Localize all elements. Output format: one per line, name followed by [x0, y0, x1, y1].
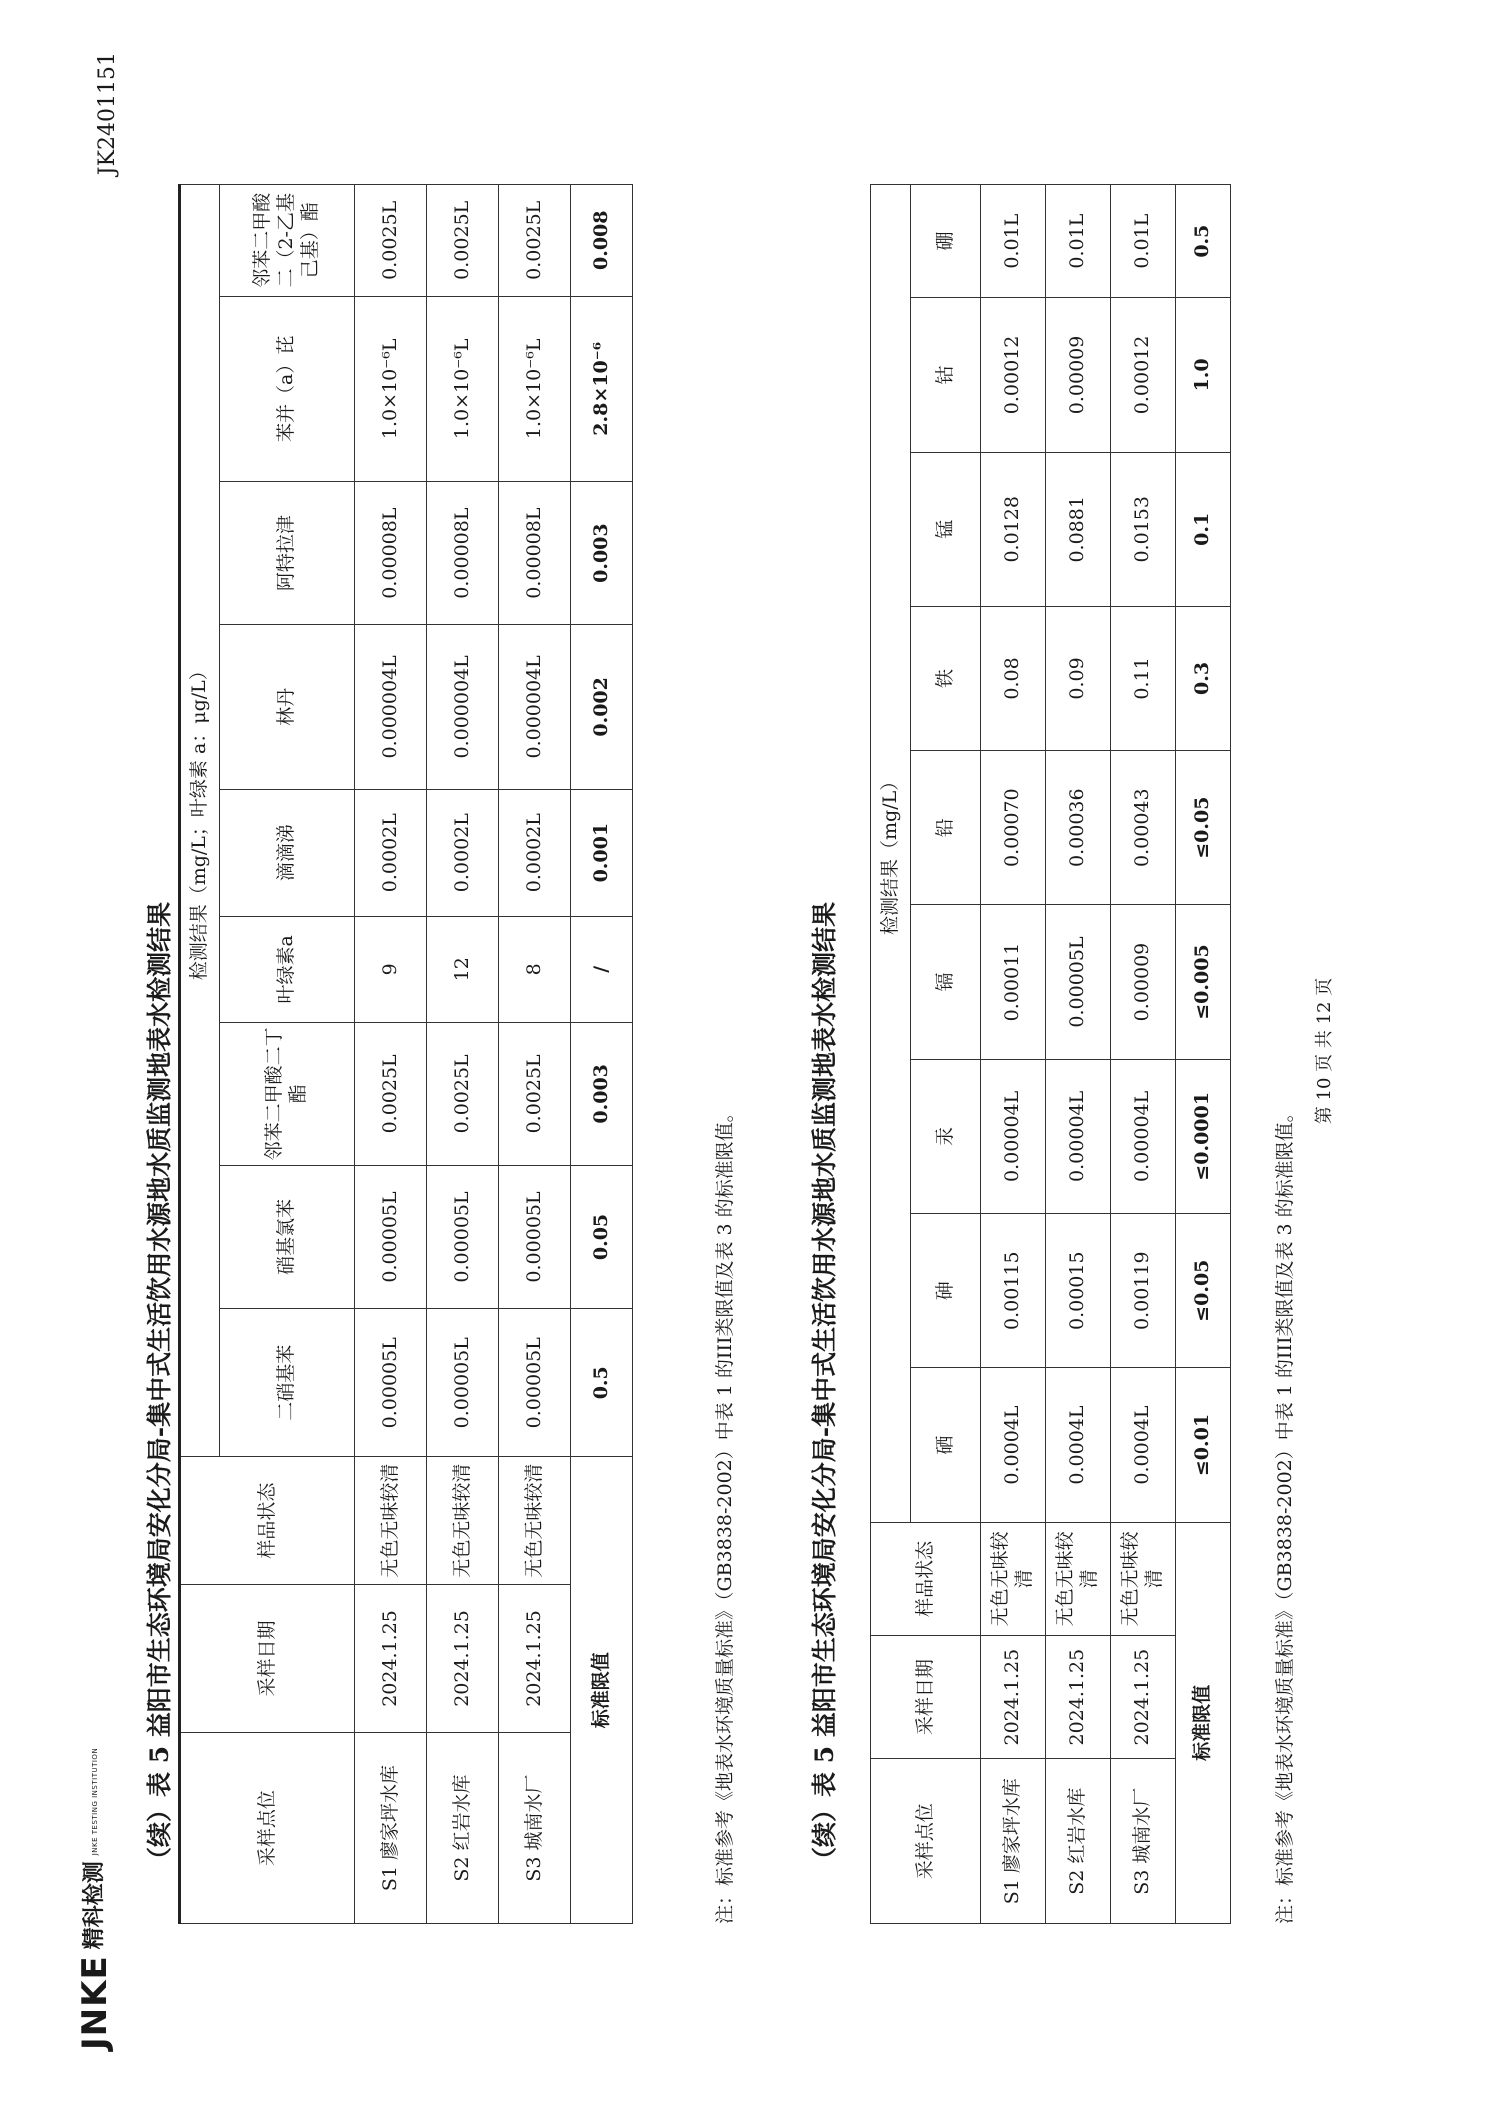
- t1-col-0: 二硝基苯: [220, 1309, 355, 1457]
- document-number: JK2401151: [95, 52, 120, 176]
- t2-limit-8: 0.5: [1176, 185, 1231, 298]
- t2-r1-v2: 0.00004L: [1046, 1059, 1111, 1213]
- t1-r0-v2: 0.0025L: [355, 1022, 427, 1165]
- t2-limit-6: 0.1: [1176, 452, 1231, 606]
- t1-r2-date: 2024.1.25: [499, 1584, 571, 1732]
- t1-r1-state: 无色无味较清: [427, 1457, 499, 1584]
- t1-r0-date: 2024.1.25: [355, 1584, 427, 1732]
- t1-r2-state: 无色无味较清: [499, 1457, 571, 1584]
- t1-col-1: 硝基氯苯: [220, 1165, 355, 1308]
- t2-col-1: 砷: [911, 1214, 981, 1368]
- t2-head-group: 检测结果（mg/L）: [871, 185, 911, 1523]
- t1-r0-v5: 0.000004L: [355, 625, 427, 789]
- t1-limit-4: 0.001: [571, 789, 633, 916]
- t1-r0-state: 无色无味较清: [355, 1457, 427, 1584]
- t1-limit-2: 0.003: [571, 1022, 633, 1165]
- logo-cn: 精科检测: [82, 1861, 107, 1950]
- t1-r2-v1: 0.00005L: [499, 1165, 571, 1308]
- t2-r0-v6: 0.0128: [981, 452, 1046, 606]
- t1-r2-site: S3 城南水厂: [499, 1733, 571, 1924]
- t2-r0-state: 无色无味较清: [981, 1522, 1046, 1635]
- t2-r2-v5: 0.11: [1111, 606, 1176, 750]
- t2-r1-v4: 0.00036: [1046, 751, 1111, 905]
- table2-note: 注：标准参考《地表水环境质量标准》（GB3838-2002）中表 1 的III类限值及表 3 的标准限值。: [1274, 1103, 1296, 1924]
- t1-r2-v7: 1.0×10⁻⁶L: [499, 296, 571, 482]
- table-row: [1046, 185, 1111, 1924]
- t2-limit-2: ≤0.0001: [1176, 1059, 1231, 1213]
- t1-r0-v3: 9: [355, 916, 427, 1022]
- t1-r2-v4: 0.0002L: [499, 789, 571, 916]
- t2-r2-date: 2024.1.25: [1111, 1635, 1176, 1758]
- t2-r1-v0: 0.0004L: [1046, 1368, 1111, 1522]
- t1-col-5: 林丹: [220, 625, 355, 789]
- t1-head-date: 采样日期: [180, 1584, 355, 1732]
- t1-r2-v3: 8: [499, 916, 571, 1022]
- t1-r0-v6: 0.00008L: [355, 482, 427, 625]
- t2-r0-v0: 0.0004L: [981, 1368, 1046, 1522]
- table-row: [981, 185, 1046, 1924]
- t2-head-state: 样品状态: [871, 1522, 981, 1635]
- t1-col-3: 叶绿素a: [220, 916, 355, 1022]
- t2-col-7: 钴: [911, 298, 981, 452]
- table-row: [1111, 185, 1176, 1924]
- t2-limit-1: ≤0.05: [1176, 1214, 1231, 1368]
- t1-r0-site: S1 廖家坪水库: [355, 1733, 427, 1924]
- t2-limit-0: ≤0.01: [1176, 1368, 1231, 1522]
- t1-r2-v8: 0.0025L: [499, 185, 571, 297]
- t2-r0-v2: 0.00004L: [981, 1059, 1046, 1213]
- table1-note: 注：标准参考《地表水环境质量标准》（GB3838-2002）中表 1 的III类限值及表 3 的标准限值。: [714, 1103, 736, 1924]
- t1-limit-7: 2.8×10⁻⁶: [571, 296, 633, 482]
- t1-r1-v3: 12: [427, 916, 499, 1022]
- t2-r0-v8: 0.01L: [981, 185, 1046, 298]
- page-footer: 第 10 页 共 12 页: [1314, 977, 1335, 1125]
- t2-r1-v5: 0.09: [1046, 606, 1111, 750]
- t1-r1-v4: 0.0002L: [427, 789, 499, 916]
- t1-r1-date: 2024.1.25: [427, 1584, 499, 1732]
- logo-mark: JNKE: [75, 1955, 115, 2050]
- t1-limit-label: 标准限值: [571, 1457, 633, 1924]
- t2-col-3: 镉: [911, 905, 981, 1059]
- t2-r0-v7: 0.00012: [981, 298, 1046, 452]
- t2-limit-label: 标准限值: [1176, 1522, 1231, 1923]
- t2-limit-5: 0.3: [1176, 606, 1231, 750]
- t2-col-6: 锰: [911, 452, 981, 606]
- t2-r0-v5: 0.08: [981, 606, 1046, 750]
- t1-r2-v2: 0.0025L: [499, 1022, 571, 1165]
- t1-r1-v8: 0.0025L: [427, 185, 499, 297]
- t1-r0-v7: 1.0×10⁻⁶L: [355, 296, 427, 482]
- t1-col-8: 邻苯二甲酸二（2-乙基己基）酯: [220, 185, 355, 297]
- t2-r1-v3: 0.00005L: [1046, 905, 1111, 1059]
- table2-title: （续）表 5 益阳市生态环境局安化分局-集中式生活饮用水源地水质监测地表水检测结果: [810, 901, 839, 1872]
- t2-r1-v1: 0.00015: [1046, 1214, 1111, 1368]
- t2-r2-state: 无色无味较清: [1111, 1522, 1176, 1635]
- t1-limit-3: /: [571, 916, 633, 1022]
- t1-head-state: 样品状态: [180, 1457, 355, 1584]
- t2-limit-7: 1.0: [1176, 298, 1231, 452]
- table1: [178, 184, 633, 1924]
- t1-head-site: 采样点位: [180, 1733, 355, 1924]
- t2-col-0: 硒: [911, 1368, 981, 1522]
- t2-r1-v6: 0.0881: [1046, 452, 1111, 606]
- t1-limit-5: 0.002: [571, 625, 633, 789]
- t1-col-6: 阿特拉津: [220, 482, 355, 625]
- t1-head-group: 检测结果（mg/L；叶绿素 a：μg/L）: [180, 185, 220, 1457]
- t1-limit-1: 0.05: [571, 1165, 633, 1308]
- t2-r0-v4: 0.00070: [981, 751, 1046, 905]
- t2-head-site: 采样点位: [871, 1759, 981, 1924]
- table-row: [355, 185, 427, 1924]
- t2-r1-date: 2024.1.25: [1046, 1635, 1111, 1758]
- t1-r2-v5: 0.000004L: [499, 625, 571, 789]
- t1-limit-8: 0.008: [571, 185, 633, 297]
- t2-head-date: 采样日期: [871, 1635, 981, 1758]
- t2-r1-v8: 0.01L: [1046, 185, 1111, 298]
- t1-r0-v1: 0.00005L: [355, 1165, 427, 1308]
- t1-limit-6: 0.003: [571, 482, 633, 625]
- t2-r2-v4: 0.00043: [1111, 751, 1176, 905]
- t2-limit-3: ≤0.005: [1176, 905, 1231, 1059]
- t2-r1-state: 无色无味较清: [1046, 1522, 1111, 1635]
- t2-r2-v2: 0.00004L: [1111, 1059, 1176, 1213]
- logo-en: JNKE TESTING INSTITUTION: [91, 1747, 99, 1856]
- t2-r2-v0: 0.0004L: [1111, 1368, 1176, 1522]
- limit-row: [571, 185, 633, 1924]
- t1-r1-v1: 0.00005L: [427, 1165, 499, 1308]
- t1-r1-site: S2 红岩水库: [427, 1733, 499, 1924]
- t1-r0-v4: 0.0002L: [355, 789, 427, 916]
- limit-row: [1176, 185, 1231, 1924]
- t2-r0-date: 2024.1.25: [981, 1635, 1046, 1758]
- t1-r1-v7: 1.0×10⁻⁶L: [427, 296, 499, 482]
- t1-r1-v0: 0.00005L: [427, 1309, 499, 1457]
- t1-r1-v6: 0.00008L: [427, 482, 499, 625]
- t2-r2-v6: 0.0153: [1111, 452, 1176, 606]
- t2-r2-v7: 0.00012: [1111, 298, 1176, 452]
- t1-r0-v8: 0.0025L: [355, 185, 427, 297]
- company-logo: [75, 1748, 115, 2050]
- t2-r2-v8: 0.01L: [1111, 185, 1176, 298]
- table1-title: （续）表 5 益阳市生态环境局安化分局-集中式生活饮用水源地水质监测地表水检测结果: [145, 901, 174, 1872]
- t2-r2-v1: 0.00119: [1111, 1214, 1176, 1368]
- t2-col-8: 硼: [911, 185, 981, 298]
- t1-col-2: 邻苯二甲酸二丁酯: [220, 1022, 355, 1165]
- t2-col-5: 铁: [911, 606, 981, 750]
- t2-col-4: 铅: [911, 751, 981, 905]
- table-row: [427, 185, 499, 1924]
- t2-col-2: 汞: [911, 1059, 981, 1213]
- t2-r0-v3: 0.00011: [981, 905, 1046, 1059]
- t1-r2-v0: 0.00005L: [499, 1309, 571, 1457]
- t1-r1-v2: 0.0025L: [427, 1022, 499, 1165]
- t1-r0-v0: 0.00005L: [355, 1309, 427, 1457]
- t2-r2-v3: 0.00009: [1111, 905, 1176, 1059]
- table-row: [499, 185, 571, 1924]
- t2-limit-4: ≤0.05: [1176, 751, 1231, 905]
- t2-r1-site: S2 红岩水库: [1046, 1759, 1111, 1924]
- t2-r2-site: S3 城南水厂: [1111, 1759, 1176, 1924]
- t1-limit-0: 0.5: [571, 1309, 633, 1457]
- t2-r1-v7: 0.00009: [1046, 298, 1111, 452]
- t1-col-7: 苯并（a）芘: [220, 296, 355, 482]
- t2-r0-v1: 0.00115: [981, 1214, 1046, 1368]
- t2-r0-site: S1 廖家坪水库: [981, 1759, 1046, 1924]
- t1-r2-v6: 0.00008L: [499, 482, 571, 625]
- t1-col-4: 滴滴涕: [220, 789, 355, 916]
- t1-r1-v5: 0.000004L: [427, 625, 499, 789]
- table2: [870, 184, 1231, 1924]
